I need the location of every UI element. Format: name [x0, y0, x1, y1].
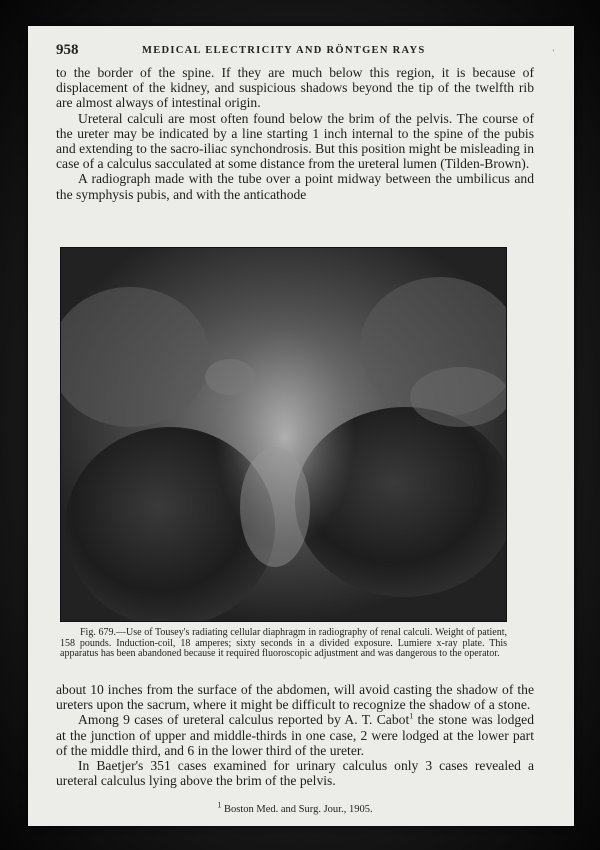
book-page [28, 26, 574, 826]
footnote-text: Boston Med. and Surg. Jour., 1905. [224, 804, 373, 815]
paragraph-cabot [56, 712, 534, 758]
paragraph-abdomen: about 10 inches from the surface of the abdomen, will avoid casting the shadow of the ureters upon the sacrum, where it might be difficult to recognize the shadow of a stone. [56, 682, 534, 713]
footnote-reference: 1 [409, 711, 414, 721]
footnote [56, 802, 534, 817]
paragraph-radiograph: A radiograph made with the tube over a point midway between the umbilicus and the symphysis pubis, and with the anticathode [56, 171, 534, 202]
cabot-text-start: Among 9 cases of ureteral calculus reported by A. T. Cabot [78, 712, 410, 728]
top-text-block [56, 65, 534, 202]
paragraph-baetjer: In Baetjer's 351 cases examined for urinary calculus only 3 cases revealed a ureteral calculus lying above the brim of the pelvis. [56, 758, 534, 789]
margin-mark: ' [552, 48, 554, 57]
figure-caption [60, 628, 507, 660]
bottom-text-block [56, 682, 534, 815]
paragraph-continuation: to the border of the spine. If they are much below this region, it is because of displacement of the kidney, and suspicious shadows beyond the tip of the twelfth rib are almost always of intestinal origin. [56, 65, 534, 111]
paragraph-ureteral-calculi: Ureteral calculi are most often found below the brim of the pelvis. The course of the ureter may be indicated by a line starting 1 inch internal to the spine of the pubis and extending to the sacro-iliac synchondrosis. But this position might be misleading in case of a calculus sacculated at some distance from the ureteral lumen (Tilden-Brown). [56, 110, 534, 172]
page-number: 958 [56, 42, 79, 58]
page-header [56, 42, 546, 62]
caption-text: Fig. 679.—Use of Tousey's radiating cellular diaphragm in radiography of renal calculi. Weight of patient, 158 pounds. Induction-coil, 18 amperes; sixty seconds in a divided exposure. Lumiere x-ray plate. This apparatus has been abandoned because it required fluoroscopic adjustment and was dangerous to the operator. [60, 627, 507, 660]
footnote-marker: 1 [217, 800, 222, 810]
cabot-text-end: the stone was lodged at the junction of upper and middle-thirds in one case, 2 were lodged at the lower part of the middle third, and 6 in the lower third of the ureter. [56, 712, 534, 758]
running-head: MEDICAL ELECTRICITY AND RÖNTGEN RAYS [142, 45, 426, 56]
radiograph-image [60, 247, 507, 622]
